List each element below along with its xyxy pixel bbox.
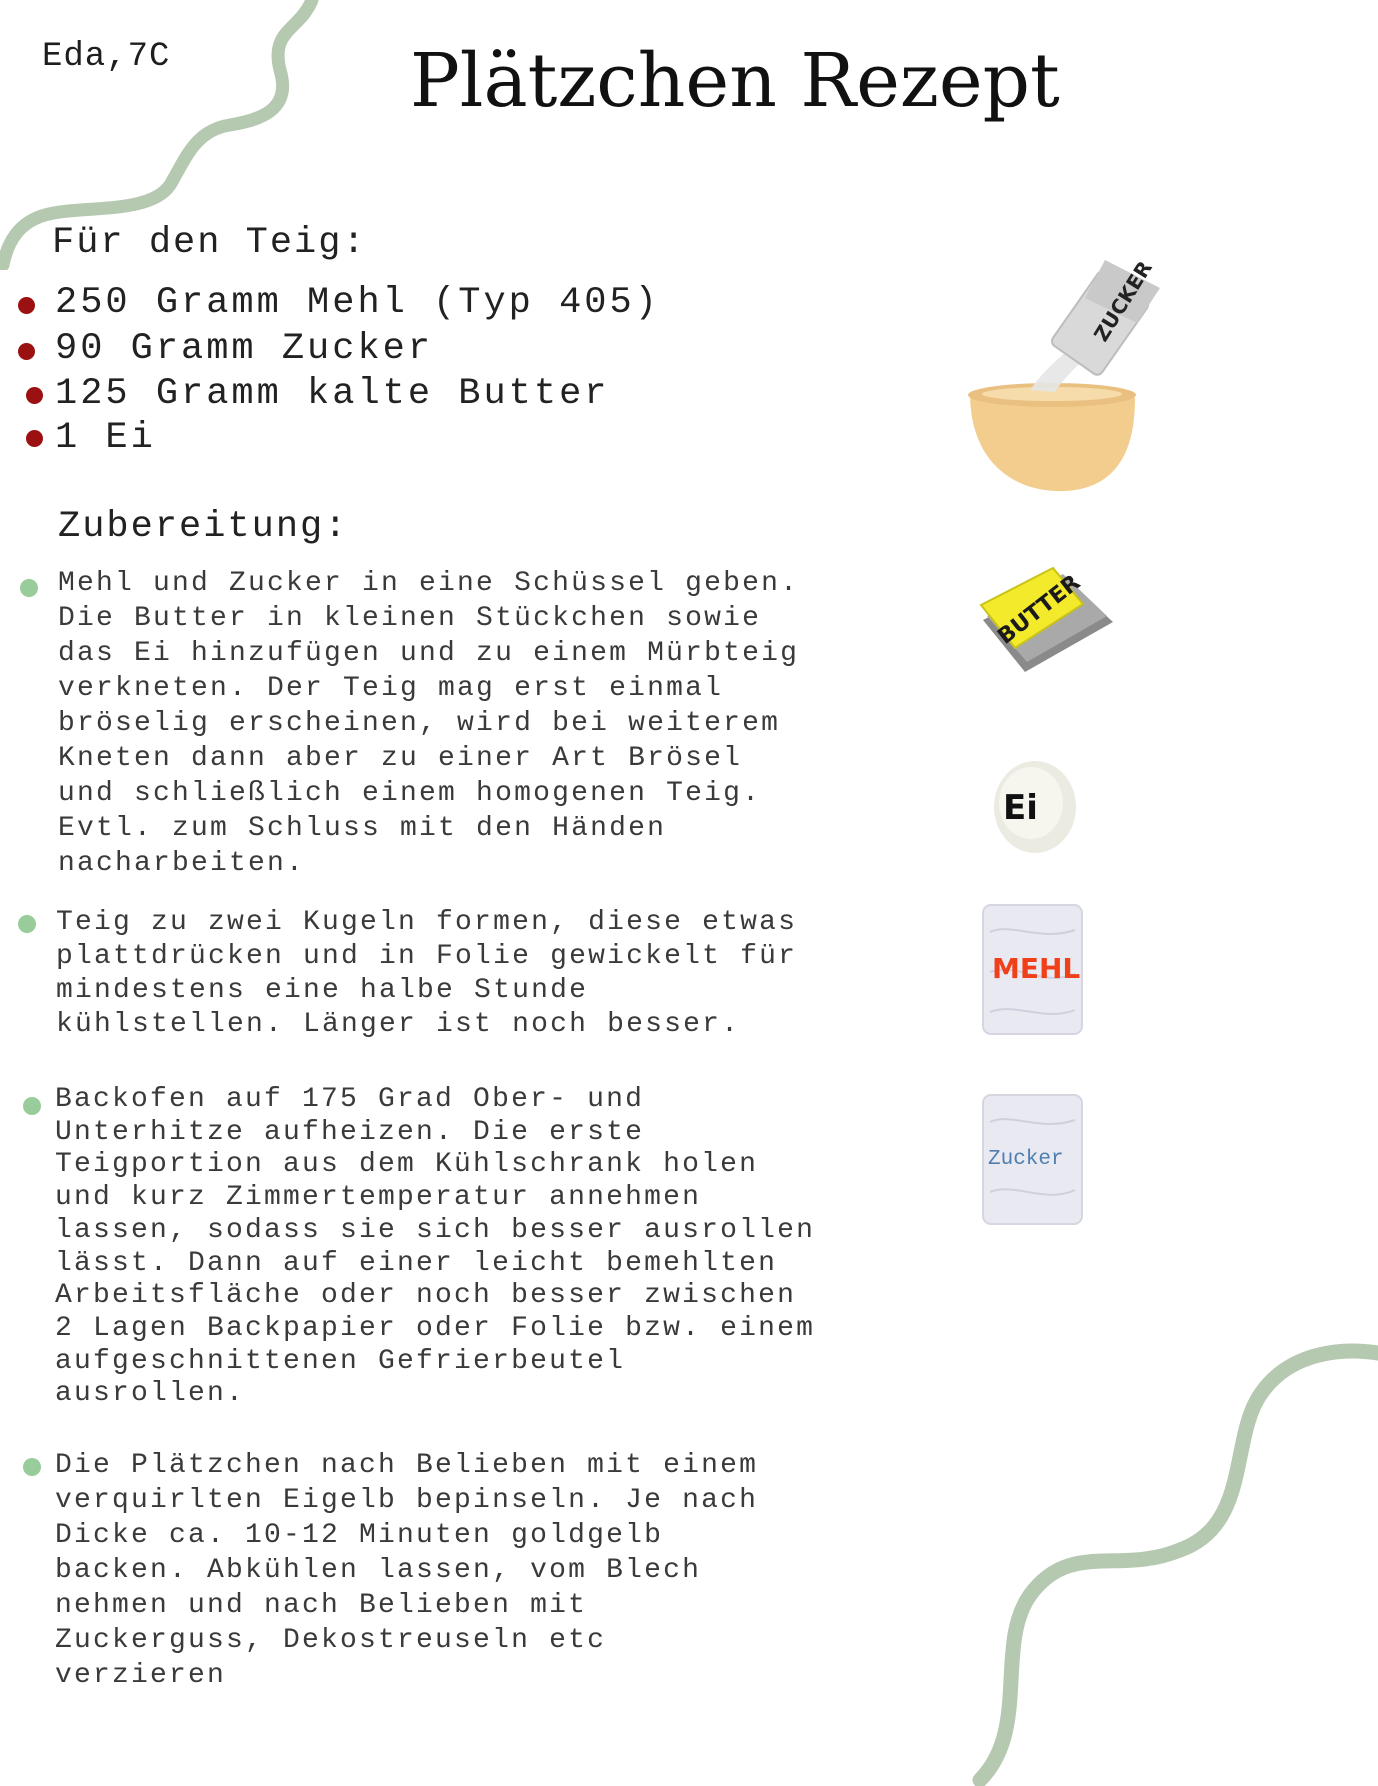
step-text: Mehl und Zucker in eine Schüssel geben. Die Butter in kleinen Stückchen sowie das Ei hinzufügen und zu einem Mürbteig verkneten. Der Teig mag erst einmal bröselig erscheinen, wird bei weiterem Kneten dann aber zu einer Art Brösel und schließlich einem homogenen Teig. Evtl. zum Schluss mit den Händen nacharbeiten.: [58, 568, 800, 879]
ingredient-item: 125 Gramm kalte Butter: [55, 373, 610, 415]
ingredient-bullet: [18, 297, 35, 314]
step-bullet: [23, 1097, 41, 1115]
butter-icon: [975, 560, 1125, 690]
butter-label: BUTTER: [993, 570, 1086, 650]
ingredient-bullet: [18, 343, 35, 360]
ingredient-bullet: [26, 430, 43, 447]
page-title: Plätzchen Rezept: [410, 38, 1060, 124]
ingredients-heading: Für den Teig:: [52, 222, 367, 264]
author-label: Eda,7C: [42, 38, 171, 76]
ingredient-item: 90 Gramm Zucker: [55, 328, 434, 370]
sugar-pack-label: Zucker: [988, 1148, 1064, 1171]
step-text: Backofen auf 175 Grad Ober- und Unterhitze aufheizen. Die erste Teigportion aus dem Kühlschrank holen und kurz Zimmertemperatur annehmen lassen, sodass sie sich besser ausrollen lässt. Dann auf einer leicht bemehlten Arbeitsfläche oder noch besser zwischen 2 Lagen Backpapier oder Folie bzw. einem aufgeschnittenen Gefrierbeutel ausrollen.: [55, 1084, 816, 1410]
step-text: Teig zu zwei Kugeln formen, diese etwas plattdrücken und in Folie gewickelt für mindestens eine halbe Stunde kühlstellen. Länger ist noch besser.: [56, 907, 798, 1040]
flour-bag-icon: [980, 902, 1085, 1037]
wave-decoration-bottom: [960, 1330, 1378, 1786]
egg-label: Ei: [1003, 788, 1038, 828]
preparation-heading: Zubereitung:: [58, 506, 349, 548]
step-bullet: [18, 915, 36, 933]
ingredient-item: 250 Gramm Mehl (Typ 405): [55, 282, 660, 324]
sugar-bag-label: ZUCKER: [1088, 256, 1157, 346]
egg-icon: [985, 755, 1085, 860]
step-bullet: [20, 579, 38, 597]
flour-label: MEHL: [992, 952, 1081, 985]
step-text: Die Plätzchen nach Belieben mit einem verquirlten Eigelb bepinseln. Je nach Dicke ca. 10-12 Minuten goldgelb backen. Abkühlen lassen, vom Blech nehmen und nach Belieben mit Zuckerguss, Dekostreuseln etc verzieren: [55, 1450, 759, 1691]
mixing-bowl-sugar-icon: [955, 248, 1195, 498]
ingredient-item: 1 Ei: [55, 417, 156, 459]
step-bullet: [23, 1458, 41, 1476]
ingredient-bullet: [26, 387, 43, 404]
sugar-pack-icon: [980, 1092, 1085, 1227]
